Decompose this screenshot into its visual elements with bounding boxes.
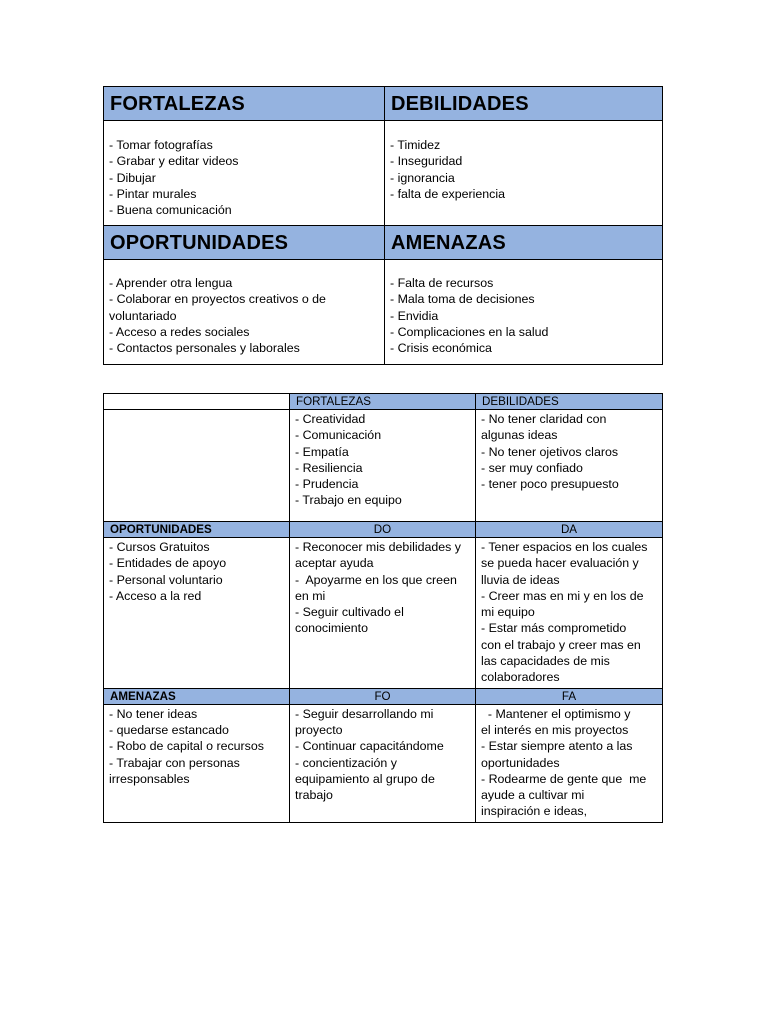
list-item: proyecto: [295, 722, 343, 737]
fortalezas-list: [104, 121, 385, 226]
list-item: - Buena comunicación: [109, 203, 232, 218]
list-item: - Acceso a redes sociales: [109, 324, 250, 339]
matrix-fo-list: [290, 704, 476, 822]
list-item: trabajo: [295, 788, 333, 803]
list-item: - quedarse estancado: [109, 722, 229, 737]
list-item: - Entidades de apoyo: [109, 556, 227, 571]
matrix-fo-header: FO: [290, 688, 476, 704]
list-item: - Trabajar con personas: [109, 755, 240, 770]
list-item: - Robo de capital o recursos: [109, 739, 264, 754]
matrix-fa-header: FA: [476, 688, 663, 704]
matrix-empty-cell: [104, 410, 290, 522]
list-item: voluntariado: [109, 308, 177, 323]
list-item: - ignorancia: [390, 170, 455, 185]
list-item: - Acceso a la red: [109, 588, 202, 603]
list-item: - Complicaciones en la salud: [390, 324, 549, 339]
matrix-do-header: DO: [290, 522, 476, 538]
list-item: equipamiento al grupo de: [295, 771, 435, 786]
matrix-do-list: [290, 538, 476, 689]
list-item: en mi: [295, 588, 326, 603]
list-item: - falta de experiencia: [390, 186, 506, 201]
list-item: - Creer mas en mi y en los de: [481, 588, 644, 603]
list-item: - Resiliencia: [295, 460, 363, 475]
list-item: - Mala toma de decisiones: [390, 292, 535, 307]
matrix-da-header: DA: [476, 522, 663, 538]
list-item: - Pintar murales: [109, 186, 197, 201]
list-item: aceptar ayuda: [295, 556, 374, 571]
list-item: - Tener espacios en los cuales: [481, 540, 648, 554]
list-item: lluvia de ideas: [481, 572, 560, 587]
matrix-oportunidades-header: OPORTUNIDADES: [104, 522, 290, 538]
list-item: - Comunicación: [295, 428, 382, 443]
list-item: - Tomar fotografías: [109, 138, 213, 152]
list-item: colaboradores: [481, 670, 560, 685]
list-item: - Trabajo en equipo: [295, 493, 402, 508]
list-item: - Empatía: [295, 444, 349, 459]
list-item: - concientización y: [295, 755, 397, 770]
list-item: - ser muy confiado: [481, 460, 583, 475]
matrix-da-list: [476, 538, 663, 689]
debilidades-header: DEBILIDADES: [385, 87, 663, 121]
matrix-debilidades-header: DEBILIDADES: [476, 394, 663, 410]
list-item: - Crisis económica: [390, 341, 492, 356]
oportunidades-header: OPORTUNIDADES: [104, 226, 385, 260]
list-item: - No tener ojetivos claros: [481, 444, 619, 459]
list-item: - Timidez: [390, 138, 441, 152]
list-item: - Seguir desarrollando mi: [295, 706, 434, 721]
list-item: algunas ideas: [481, 428, 558, 443]
list-item: - Grabar y editar videos: [109, 154, 239, 169]
list-item: - Personal voluntario: [109, 572, 223, 587]
list-item: - Cursos Gratuitos: [109, 540, 210, 554]
list-item: - No tener claridad con: [481, 412, 607, 426]
list-item: ayude a cultivar mi: [481, 788, 585, 803]
list-item: - Contactos personales y laborales: [109, 341, 300, 356]
fortalezas-header: FORTALEZAS: [104, 87, 385, 121]
matrix-corner-cell: [104, 394, 290, 410]
list-item: - Prudencia: [295, 477, 359, 492]
list-item: irresponsables: [109, 771, 190, 786]
matrix-amenazas-header: AMENAZAS: [104, 688, 290, 704]
list-item: inspiración e ideas,: [481, 804, 588, 819]
matrix-fortalezas-list: [290, 410, 476, 522]
list-item: con el trabajo y creer mas en: [481, 637, 641, 652]
list-item: las capacidades de mis: [481, 654, 610, 669]
matrix-fa-list: [476, 704, 663, 822]
list-item: - Seguir cultivado el: [295, 605, 404, 620]
amenazas-list: [385, 260, 663, 365]
list-item: - Continuar capacitándome: [295, 739, 444, 754]
matrix-oportunidades-list: [104, 538, 290, 689]
list-item: mi equipo: [481, 605, 535, 620]
list-item: - Estar más comprometido: [481, 621, 627, 636]
list-item: - Dibujar: [109, 170, 156, 185]
matrix-amenazas-list: [104, 704, 290, 822]
list-item: - Envidia: [390, 308, 439, 323]
list-item: - Falta de recursos: [390, 276, 494, 290]
list-item: - Apoyarme en los que creen: [295, 572, 457, 587]
oportunidades-list: [104, 260, 385, 365]
amenazas-header: AMENAZAS: [385, 226, 663, 260]
list-item: - No tener ideas: [109, 706, 198, 721]
list-item: - Creatividad: [295, 412, 366, 426]
foda-table: [103, 86, 663, 365]
list-item: conocimiento: [295, 621, 369, 636]
matrix-debilidades-list: [476, 410, 663, 522]
list-item: - tener poco presupuesto: [481, 477, 619, 492]
list-item: - Reconocer mis debilidades y: [295, 540, 461, 554]
list-item: - Colaborar en proyectos creativos o de: [109, 292, 326, 307]
list-item: oportunidades: [481, 755, 560, 770]
list-item: - Estar siempre atento a las: [481, 739, 633, 754]
list-item: - Mantener el optimismo y: [481, 706, 631, 721]
list-item: - Aprender otra lengua: [109, 276, 233, 290]
list-item: el interés en mis proyectos: [481, 722, 629, 737]
debilidades-list: [385, 121, 663, 226]
list-item: se pueda hacer evaluación y: [481, 556, 639, 571]
list-item: - Inseguridad: [390, 154, 463, 169]
matrix-fortalezas-header: FORTALEZAS: [290, 394, 476, 410]
strategy-matrix-table: [103, 393, 663, 823]
list-item: - Rodearme de gente que me: [481, 771, 647, 786]
